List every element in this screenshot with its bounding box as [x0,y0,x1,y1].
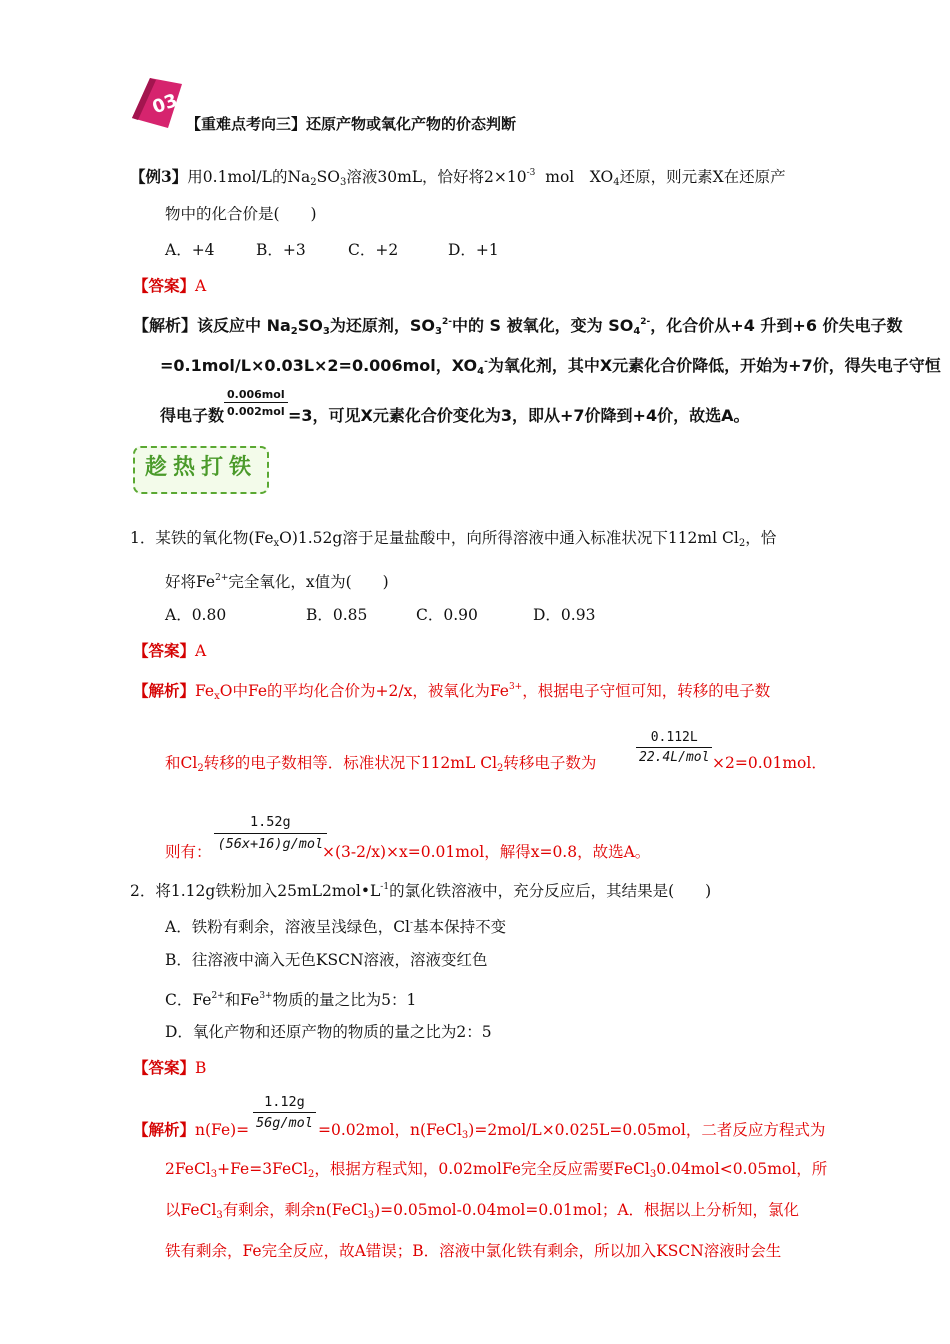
example3-analysis-line3: 得电子数 [160,406,225,425]
q1-analysis-line1: 【解析】$Fe_xO$中Fe的平均化合价为+2/x，被氧化为$Fe^{3+}$，根据电子守恒可知，转移的电子数 [133,681,771,702]
q2-option-a: A．铁粉有剩余，溶液呈浅绿色，Cl-基本保持不变 [165,918,507,936]
example3-analysis-line2: =0.1mol/L×0.03L×2=0.006mol，$XO_4^-$为氧化剂，其中X元素化合价降低，开始为+7价，得失电子守恒 [160,356,941,377]
badge-number: 03 [149,89,181,119]
badge-icon [128,74,188,130]
example3-question-line1: 【例3】用0.1mol/L的$Na_2SO_3$溶液30mL，恰好将$2\times 10^{-3}$ mol $XO_4$还原，则元素X在还原产 [130,167,786,188]
q1-fraction-1: 0.112L 22.4L/mol [636,730,712,766]
q2-option-b: B．往溶液中滴入无色KSCN溶液，溶液变红色 [165,951,488,969]
section-title: 【重难点考向三】还原产物或氧化产物的价态判断 [186,115,517,133]
example3-analysis-line3-rest: =3，可见X元素化合价变化为3，即从+7价降到+4价，故选A。 [288,406,750,425]
q1-line2: 好将$Fe^{2+}$完全氧化，x值为( ) [165,573,389,591]
example3-answer: 【答案】A [133,276,207,295]
q2-analysis-line2: 2FeCl$_3$+Fe=3FeCl$_2$，根据方程式知，0.02molFe完全反应需要FeCl$_3$0.04mol<0.05mol，所 [165,1160,828,1180]
example3-option-a: A．+4 [165,241,215,259]
q2-fraction: 1.12g 56g/mol [253,1094,316,1132]
practice-banner [133,446,269,494]
practice-banner-text: 趁热打铁 [144,455,257,480]
example3-question-line2: 物中的化合价是( ) [165,205,317,223]
q1-analysis-line2-rest: ×2=0.01mol． [712,754,827,772]
q1-option-a: A．0.80 [165,606,227,624]
section-badge [128,74,188,130]
q1-option-d: D．0.93 [533,606,596,624]
q1-option-c: C．0.90 [416,606,478,624]
q2-analysis-line4: 铁有剩余，Fe完全反应，故A错误；B．溶液中氯化铁有剩余，所以加入KSCN溶液时会生 [165,1242,782,1260]
example3-fraction: 0.006mol 0.002mol [224,388,288,418]
q1-analysis-line3: 则有： [165,843,212,861]
q1-answer: 【答案】A [133,641,207,660]
q2-line1: 2．将1.12g铁粉加入$25mL2mol•L^{-1}$的氯化铁溶液中，充分反应后，其结果是( ) [130,882,712,900]
example3-option-c: C．+2 [348,241,399,259]
q2-analysis-line1: 【解析】n(Fe)= [133,1120,250,1139]
q1-option-b: B．0.85 [306,606,368,624]
q1-fraction-2: 1.52g (56x+16)g/mol [214,814,327,853]
q2-option-c: C．$Fe^{2+}$和$Fe^{3+}$物质的量之比为5：1 [165,991,417,1009]
example3-option-d: D．+1 [448,241,499,259]
q2-analysis-line1-rest: =0.02mol，n(FeCl$_3$)=2mol/L×0.025L=0.05mol，二者反应方程式为 [318,1121,826,1141]
q1-line1: 1．某铁的氧化物$(Fe_xO)1.52g$溶于足量盐酸中，向所得溶液中通入标准状况下112ml $Cl_2$，恰 [130,529,777,549]
example3-analysis-line1: 【解析】该反应中 $Na_2SO_3$为还原剂，$SO_3^{2-}$中的 S 被氧化，变为 $SO_4^{2-}$，化合价从+4 升到+6 价失电子数 [133,316,903,337]
q1-analysis-line2: 和$Cl_2$转移的电子数相等．标准状况下112mL $Cl_2$转移电子数为 [165,754,597,774]
q2-analysis-line3: 以FeCl$_3$有剩余，剩余n(FeCl$_3$)=0.05mol-0.04mol=0.01mol；A．根据以上分析知，氯化 [165,1201,800,1221]
example3-option-b: B．+3 [256,241,306,259]
q1-analysis-line3-rest: ×(3-2/x)×x=0.01mol，解得x=0.8，故选A。 [322,843,651,861]
q2-option-d: D．氧化产物和还原产物的物质的量之比为2：5 [165,1023,492,1041]
q2-answer: 【答案】B [133,1058,207,1077]
